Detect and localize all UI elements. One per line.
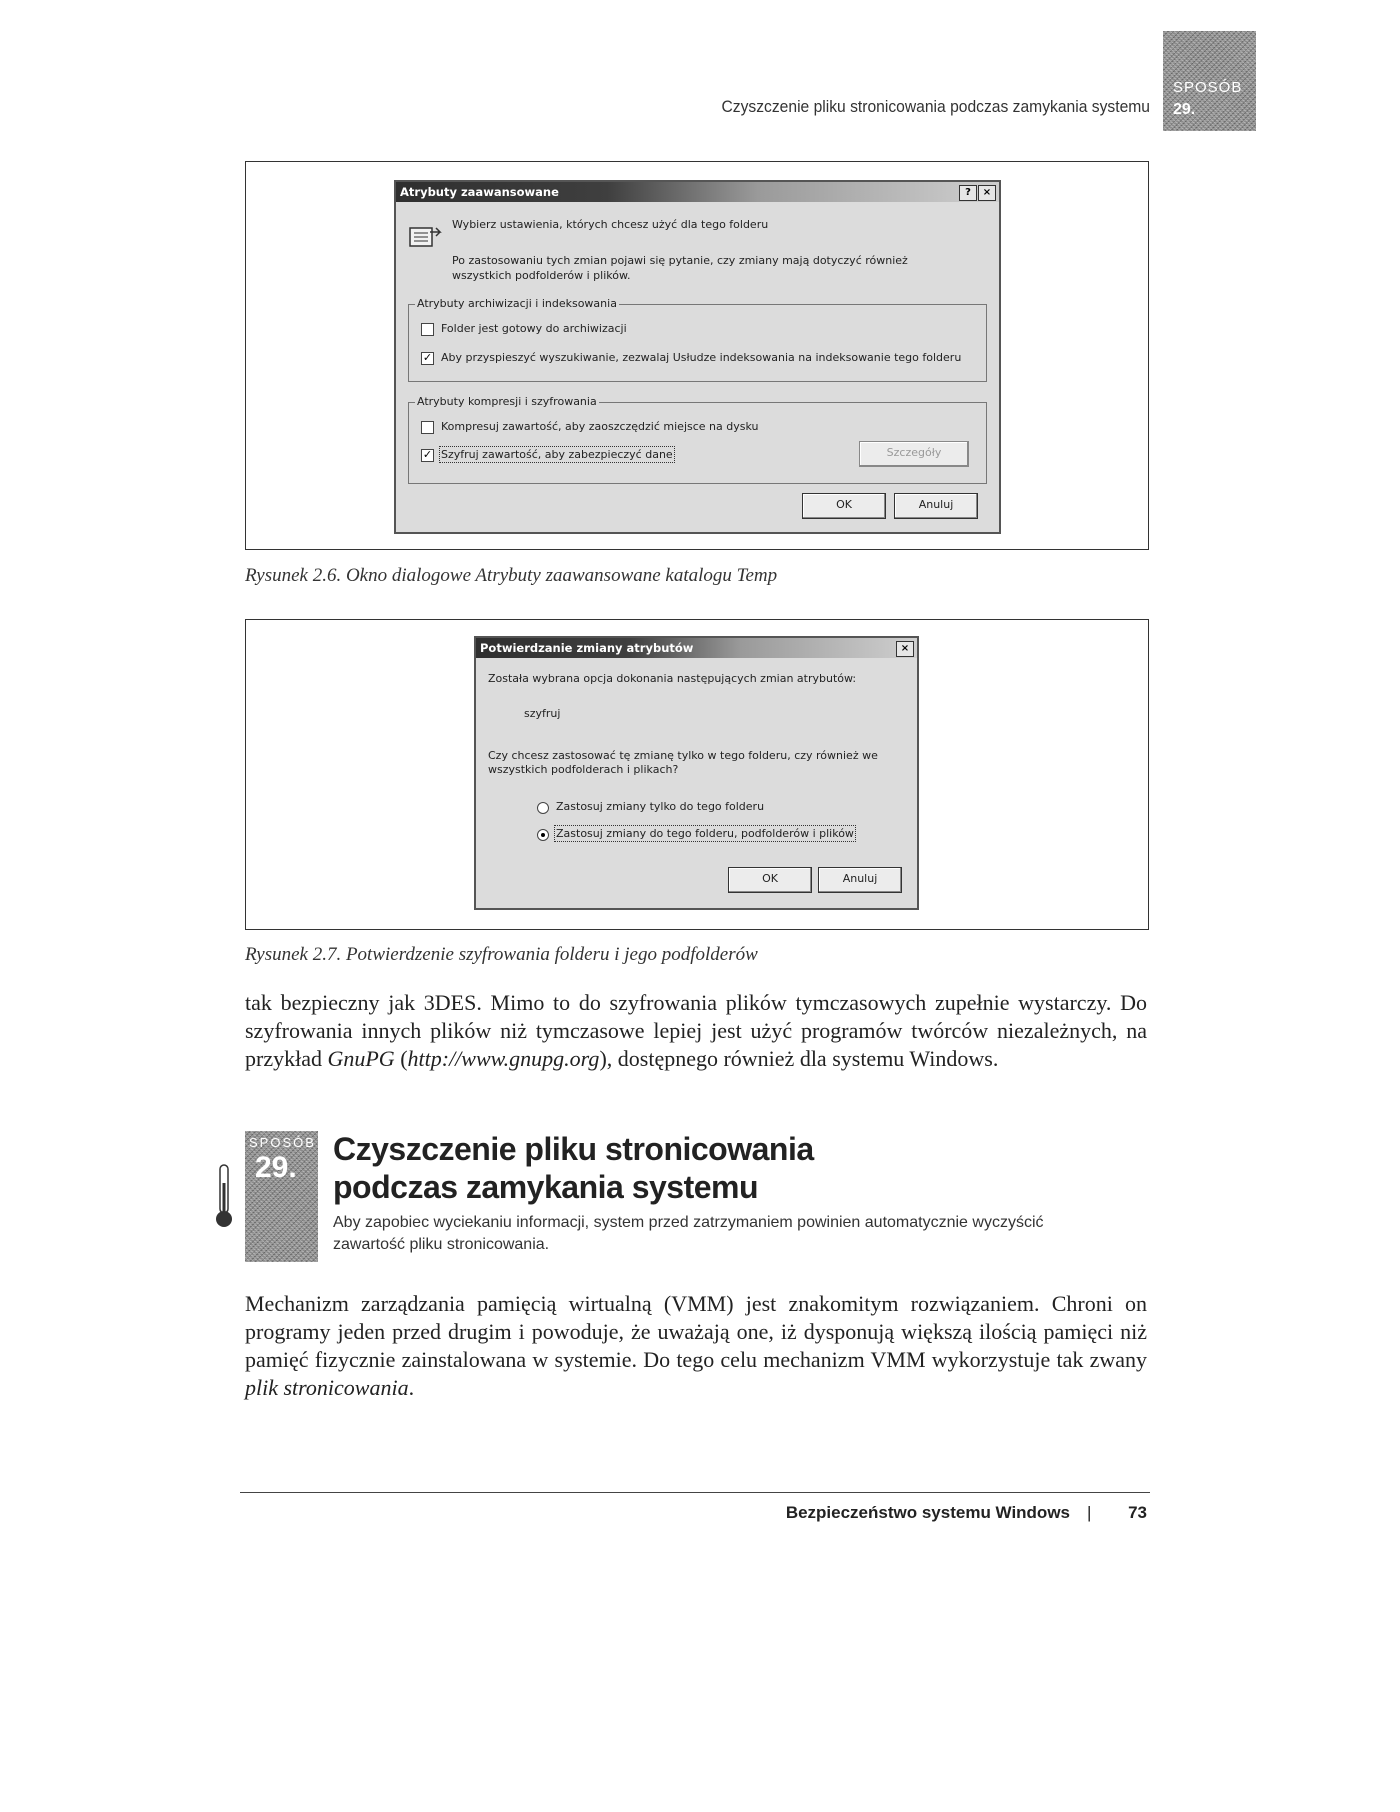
footer-rule bbox=[240, 1492, 1150, 1493]
paragraph-1 bbox=[245, 989, 1147, 1073]
index-folder-checkbox[interactable]: ✓ bbox=[422, 351, 433, 364]
encrypt-label: Szyfruj zawartość, aby zabezpieczyć dane bbox=[441, 448, 673, 461]
dialog-question-line-1: Czy chcesz zastosować tę zmianę tylko w tego folderu, czy również we bbox=[488, 749, 878, 762]
dialog-text-line-1: Została wybrana opcja dokonania następujących zmian atrybutów: bbox=[488, 672, 857, 685]
confirm-attribute-changes-dialog bbox=[474, 636, 919, 910]
section-title-line-2: podczas zamykania systemu bbox=[333, 1169, 759, 1205]
chapter-tab-label: SPOSÓB bbox=[1173, 79, 1243, 96]
folder-properties-icon bbox=[408, 222, 442, 250]
archive-index-group bbox=[408, 297, 987, 382]
footer-separator: | bbox=[1087, 1503, 1092, 1522]
ok-button[interactable]: OK bbox=[728, 867, 812, 893]
figure-2-6-caption: Rysunek 2.6. Okno dialogowe Atrybuty zaawansowane katalogu Temp bbox=[245, 565, 778, 586]
gnupg-name: GnuPG bbox=[327, 1046, 395, 1071]
paragraph-2-text: . bbox=[408, 1375, 415, 1400]
paragraph-1-text: tak bezpieczny jak 3DES. Mimo to do szyfrowania plików tymczasowych zupełnie wystarczy. Do szyfrowania innych plików niż tymczasowe lepiej jest użyć programów twórców niezależnych, na przykład bbox=[245, 990, 1147, 1071]
thermometer-icon bbox=[213, 1163, 235, 1231]
dialog-title-bar bbox=[476, 638, 917, 658]
page-number: 73 bbox=[1128, 1503, 1147, 1522]
compress-checkbox[interactable] bbox=[421, 421, 434, 434]
dialog-intro-text: Wybierz ustawienia, których chcesz użyć dla tego folderu bbox=[452, 218, 769, 231]
close-icon[interactable]: × bbox=[978, 185, 996, 201]
section-badge-number: 29. bbox=[255, 1151, 297, 1184]
section-badge bbox=[245, 1131, 318, 1262]
index-folder-label: Aby przyspieszyć wyszukiwanie, zezwalaj Usłudze indeksowania na indeksowanie tego folderu bbox=[441, 351, 962, 364]
gnupg-link[interactable]: http://www.gnupg.org bbox=[407, 1046, 600, 1071]
apply-all-radio[interactable] bbox=[537, 829, 549, 841]
details-button[interactable]: Szczegóły bbox=[859, 441, 969, 467]
section-title-line-1: Czyszczenie pliku stronicowania bbox=[333, 1131, 814, 1167]
advanced-attributes-dialog bbox=[394, 180, 1001, 534]
dialog-title: Atrybuty zaawansowane bbox=[400, 185, 559, 199]
archive-ready-checkbox[interactable] bbox=[421, 323, 434, 336]
help-icon[interactable]: ? bbox=[959, 185, 977, 201]
apply-folder-only-label: Zastosuj zmiany tylko do tego folderu bbox=[556, 800, 765, 813]
apply-all-label: Zastosuj zmiany do tego folderu, podfolderów i plików bbox=[556, 827, 854, 840]
compress-label: Kompresuj zawartość, aby zaoszczędzić miejsce na dysku bbox=[441, 420, 759, 433]
compress-encrypt-group bbox=[408, 395, 987, 484]
attribute-change-value: szyfruj bbox=[524, 707, 561, 720]
section-subtitle: Aby zapobiec wyciekaniu informacji, system przed zatrzymaniem powinien automatycznie wyczyścić zawartość pliku stronicowania. bbox=[333, 1214, 1044, 1253]
running-header: Czyszczenie pliku stronicowania podczas zamykania systemu bbox=[721, 97, 1150, 116]
dialog-note-line-1: Po zastosowaniu tych zmian pojawi się pytanie, czy zmiany mają dotyczyć również bbox=[452, 254, 908, 267]
paragraph-2-text: Mechanizm zarządzania pamięcią wirtualną (VMM) jest znakomitym rozwiązaniem. Chroni on programy jeden przed drugim i powoduje, że uważają one, iż dysponują większą ilością pamięci niż pamięć fizycznie zainstalowana w systemie. Do tego celu mechanizm VMM wykorzystuje tak zwany bbox=[245, 1291, 1147, 1372]
paging-file-term: plik stronicowania bbox=[245, 1375, 409, 1400]
dialog-note-line-2: wszystkich podfolderów i plików. bbox=[452, 269, 631, 282]
dialog-title-bar bbox=[396, 182, 999, 202]
paragraph-1-text: ), dostępnego również dla systemu Windows. bbox=[599, 1046, 999, 1071]
footer-book-title: Bezpieczeństwo systemu Windows bbox=[785, 1503, 1070, 1522]
paragraph-1-text: ( bbox=[394, 1046, 408, 1071]
compress-encrypt-group-label: Atrybuty kompresji i szyfrowania bbox=[417, 395, 597, 408]
figure-2-7-caption: Rysunek 2.7. Potwierdzenie szyfrowania folderu i jego podfolderów bbox=[245, 944, 758, 965]
chapter-tab bbox=[1163, 31, 1256, 131]
figure-2-7 bbox=[245, 619, 1149, 930]
dialog-question-line-2: wszystkich podfolderach i plikach? bbox=[488, 763, 679, 776]
paragraph-2 bbox=[245, 1290, 1147, 1402]
cancel-button[interactable]: Anuluj bbox=[818, 867, 902, 893]
apply-folder-only-radio[interactable] bbox=[537, 802, 549, 814]
section-title bbox=[333, 1130, 1113, 1206]
section-badge-label: SPOSÓB bbox=[249, 1135, 316, 1150]
close-icon[interactable]: × bbox=[896, 641, 914, 657]
figure-2-6 bbox=[245, 161, 1149, 550]
encrypt-checkbox[interactable]: ✓ bbox=[422, 448, 433, 461]
archive-ready-label: Folder jest gotowy do archiwizacji bbox=[441, 322, 627, 335]
ok-button[interactable]: OK bbox=[802, 493, 886, 519]
cancel-button[interactable]: Anuluj bbox=[894, 493, 978, 519]
dialog-title: Potwierdzanie zmiany atrybutów bbox=[480, 641, 694, 655]
chapter-tab-number: 29. bbox=[1173, 101, 1196, 118]
archive-index-group-label: Atrybuty archiwizacji i indeksowania bbox=[417, 297, 617, 310]
